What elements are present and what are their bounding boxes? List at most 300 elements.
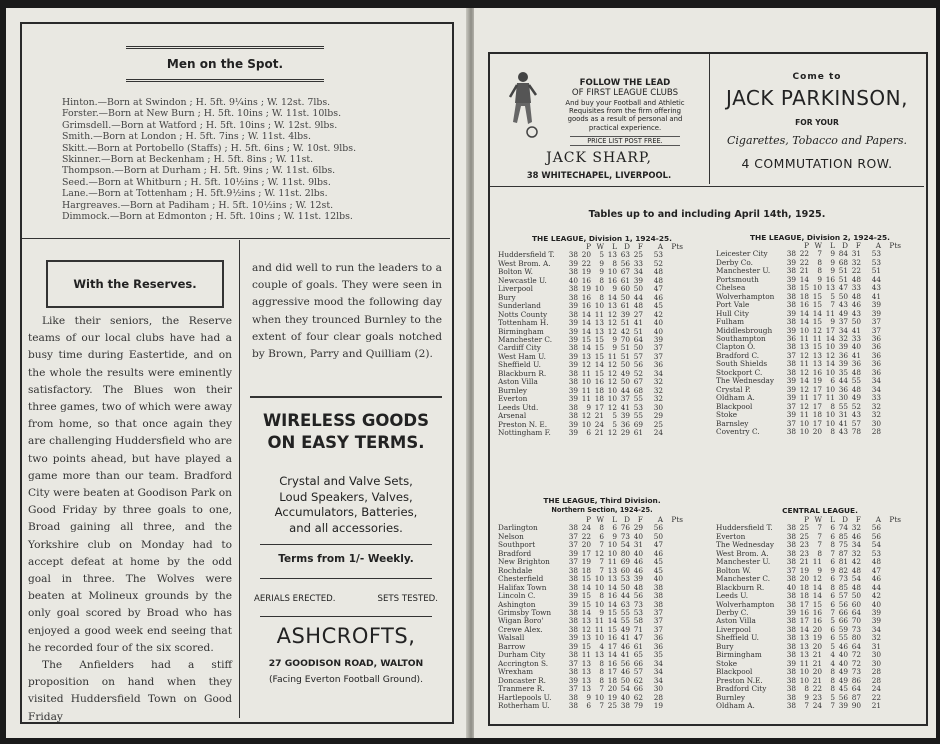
team-name: Port Vale bbox=[716, 301, 750, 310]
team-name: Derby C. bbox=[716, 608, 749, 617]
stat-cell: 10 bbox=[825, 367, 835, 377]
team-name: Crystal P. bbox=[716, 385, 751, 394]
stat-cell: 7 bbox=[599, 540, 604, 550]
stat-cell: 15 bbox=[581, 591, 591, 601]
stat-cell: 19 bbox=[812, 376, 822, 386]
stat-cell: 25 bbox=[653, 419, 663, 429]
column-header: Pts bbox=[671, 515, 683, 524]
stat-cell: 10 bbox=[607, 267, 617, 277]
stat-cell: 39 bbox=[786, 308, 796, 318]
stat-cell: 39 bbox=[871, 607, 881, 617]
stat-cell: 34 bbox=[653, 368, 663, 378]
player-entry: Forster.—Born at New Burn ; H. 5ft. 10ins ; W. 11st. 10lbs. bbox=[62, 108, 342, 120]
team-name: Blackpool bbox=[716, 402, 753, 411]
stat-cell: 9 bbox=[817, 274, 822, 284]
stat-cell: 66 bbox=[633, 658, 643, 668]
stat-cell: 90 bbox=[851, 700, 861, 710]
stat-cell: 12 bbox=[607, 377, 617, 387]
reserves-title: With the Reserves. bbox=[73, 277, 197, 291]
reserves-article-continued bbox=[252, 260, 442, 363]
stat-cell: 50 bbox=[851, 591, 861, 601]
stat-cell: 37 bbox=[871, 325, 881, 335]
stat-cell: 40 bbox=[620, 692, 630, 702]
stat-cell: 10 bbox=[825, 410, 835, 420]
stat-cell: 53 bbox=[633, 607, 643, 617]
stat-cell: 16 bbox=[581, 275, 591, 285]
stat-cell: 39 bbox=[871, 616, 881, 626]
stat-cell: 34 bbox=[653, 658, 663, 668]
stat-cell: 10 bbox=[812, 283, 822, 293]
reserves-article bbox=[28, 313, 232, 726]
stat-cell: 14 bbox=[581, 318, 591, 328]
stat-cell: 45 bbox=[653, 301, 663, 311]
stat-cell: 56 bbox=[838, 692, 848, 702]
team-name: Preston N. E. bbox=[498, 420, 548, 429]
column-header: L bbox=[830, 241, 835, 250]
stat-cell: 19 bbox=[812, 633, 822, 643]
stat-cell: 34 bbox=[871, 624, 881, 634]
stat-cell: 41 bbox=[838, 418, 848, 428]
team-name: Bury bbox=[716, 642, 734, 651]
column-header: F bbox=[637, 242, 643, 251]
stat-cell: 14 bbox=[799, 317, 809, 327]
stat-cell: 41 bbox=[633, 318, 643, 328]
team-name: Wolverhampton bbox=[716, 600, 775, 609]
stat-cell: 34 bbox=[851, 540, 861, 550]
stat-cell: 36 bbox=[871, 333, 881, 343]
stat-cell: 6 bbox=[830, 574, 835, 584]
stat-cell: 24 bbox=[594, 419, 604, 429]
stat-cell: 38 bbox=[786, 700, 796, 710]
stat-cell: 11 bbox=[581, 394, 591, 404]
team-name: Leeds U. bbox=[716, 592, 749, 601]
stat-cell: 19 bbox=[581, 267, 591, 277]
stat-cell: 9 bbox=[830, 565, 835, 575]
team-name: Grimsby Town bbox=[498, 608, 552, 617]
stat-cell: 8 bbox=[830, 675, 835, 685]
stat-cell: 17 bbox=[812, 384, 822, 394]
team-name: Everton bbox=[498, 395, 528, 404]
stat-cell: 11 bbox=[607, 351, 617, 361]
stat-cell: 80 bbox=[620, 548, 630, 558]
stat-cell: 9 bbox=[599, 258, 604, 268]
stat-cell: 9 bbox=[830, 249, 835, 259]
player-entry: Smith.—Born at London ; H. 5ft. 7ins ; W. 11st. 4lbs. bbox=[62, 131, 311, 143]
stat-cell: 15 bbox=[812, 599, 822, 609]
stat-cell: 13 bbox=[825, 283, 835, 293]
stat-cell: 8 bbox=[830, 426, 835, 436]
stat-cell: 64 bbox=[851, 607, 861, 617]
team-name: Bradford C. bbox=[716, 351, 760, 360]
table-row bbox=[716, 702, 901, 710]
team-name: Oldham A. bbox=[716, 394, 755, 403]
stat-cell: 22 bbox=[871, 692, 881, 702]
div3-title: THE LEAGUE, Third Division. bbox=[543, 496, 661, 505]
stat-cell: 38 bbox=[568, 411, 578, 421]
stat-cell: 18 bbox=[581, 565, 591, 575]
stat-cell: 46 bbox=[620, 667, 630, 677]
wireless-item: Loud Speakers, Valves, bbox=[279, 489, 413, 504]
stat-cell: 14 bbox=[607, 599, 617, 609]
stat-cell: 36 bbox=[653, 633, 663, 643]
stat-cell: 10 bbox=[607, 394, 617, 404]
wireless-title bbox=[250, 410, 442, 454]
stat-cell: 32 bbox=[871, 633, 881, 643]
sharp-line-2: OF FIRST LEAGUE CLUBS bbox=[571, 88, 679, 98]
stat-cell: 25 bbox=[633, 250, 643, 260]
stat-cell: 28 bbox=[653, 692, 663, 702]
stat-cell: 32 bbox=[851, 523, 861, 533]
stat-cell: 7 bbox=[830, 300, 835, 310]
stat-cell: 8 bbox=[599, 658, 604, 668]
stat-cell: 50 bbox=[620, 675, 630, 685]
stat-cell: 48 bbox=[633, 582, 643, 592]
stat-cell: 31 bbox=[871, 641, 881, 651]
stat-cell: 38 bbox=[568, 402, 578, 412]
stat-cell: 14 bbox=[799, 274, 809, 284]
stat-cell: 38 bbox=[568, 292, 578, 302]
stat-cell: 39 bbox=[653, 334, 663, 344]
team-name: Blackpool bbox=[716, 668, 753, 677]
team-name: Rochdale bbox=[498, 566, 533, 575]
stat-cell: 46 bbox=[838, 641, 848, 651]
stat-cell: 28 bbox=[871, 675, 881, 685]
stat-cell: 50 bbox=[633, 284, 643, 294]
stat-cell: 11 bbox=[594, 309, 604, 319]
div1-table bbox=[498, 243, 683, 437]
div2-table bbox=[716, 242, 901, 436]
column-header: W bbox=[814, 241, 822, 250]
stat-cell: 68 bbox=[633, 385, 643, 395]
team-name: Portsmouth bbox=[716, 275, 759, 284]
stat-cell: 18 bbox=[607, 675, 617, 685]
stat-cell: 10 bbox=[594, 633, 604, 643]
stat-cell: 19 bbox=[653, 700, 663, 710]
stat-cell: 40 bbox=[838, 658, 848, 668]
team-name: Stoke bbox=[716, 411, 738, 420]
stat-cell: 32 bbox=[653, 394, 663, 404]
table-row bbox=[498, 429, 683, 437]
stat-cell: 46 bbox=[653, 548, 663, 558]
stat-cell: 55 bbox=[851, 376, 861, 386]
wireless-divider-1 bbox=[260, 544, 432, 545]
stat-cell: 11 bbox=[799, 410, 809, 420]
stat-cell: 8 bbox=[817, 548, 822, 558]
stat-cell: 29 bbox=[633, 523, 643, 533]
stat-cell: 17 bbox=[607, 667, 617, 677]
stat-cell: 59 bbox=[838, 624, 848, 634]
stat-cell: 50 bbox=[620, 360, 630, 370]
stat-cell: 49 bbox=[838, 308, 848, 318]
team-name: Tottenham H. bbox=[498, 319, 549, 328]
stat-cell: 75 bbox=[838, 540, 848, 550]
stat-cell: 5 bbox=[612, 411, 617, 421]
wireless-ad bbox=[250, 396, 442, 710]
league-table bbox=[716, 242, 901, 436]
stat-cell: 37 bbox=[786, 565, 796, 575]
stat-cell: 15 bbox=[581, 641, 591, 651]
stat-cell: 6 bbox=[830, 523, 835, 533]
stat-cell: 11 bbox=[799, 658, 809, 668]
stat-cell: 38 bbox=[568, 607, 578, 617]
column-header: W bbox=[596, 515, 604, 524]
stat-cell: 39 bbox=[568, 258, 578, 268]
stat-cell: 55 bbox=[838, 633, 848, 643]
stat-cell: 57 bbox=[838, 591, 848, 601]
stat-cell: 18 bbox=[812, 410, 822, 420]
stat-cell: 13 bbox=[594, 318, 604, 328]
stat-cell: 71 bbox=[633, 624, 643, 634]
stat-cell: 22 bbox=[799, 257, 809, 267]
parkinson-name: JACK PARKINSON, bbox=[726, 86, 908, 110]
stat-cell: 10 bbox=[594, 599, 604, 609]
stat-cell: 39 bbox=[568, 427, 578, 437]
stat-cell: 38 bbox=[568, 250, 578, 260]
stat-cell: 55 bbox=[838, 401, 848, 411]
stat-cell: 52 bbox=[653, 258, 663, 268]
stat-cell: 6 bbox=[830, 633, 835, 643]
stat-cell: 37 bbox=[568, 684, 578, 694]
stat-cell: 40 bbox=[633, 548, 643, 558]
stat-cell: 39 bbox=[871, 300, 881, 310]
stat-cell: 39 bbox=[786, 257, 796, 267]
stat-cell: 11 bbox=[594, 624, 604, 634]
stat-cell: 4 bbox=[830, 658, 835, 668]
stat-cell: 20 bbox=[799, 574, 809, 584]
stat-cell: 12 bbox=[607, 368, 617, 378]
stat-cell: 64 bbox=[851, 641, 861, 651]
player-entry: Hinton.—Born at Swindon ; H. 5ft. 9¼ins ; W. 12st. 7lbs. bbox=[62, 97, 331, 108]
stat-cell: 17 bbox=[799, 616, 809, 626]
stat-cell: 10 bbox=[581, 419, 591, 429]
stat-cell: 39 bbox=[568, 419, 578, 429]
stat-cell: 29 bbox=[620, 427, 630, 437]
stat-cell: 39 bbox=[568, 599, 578, 609]
column-header: F bbox=[855, 241, 861, 250]
team-name: Blackburn R. bbox=[498, 369, 547, 378]
stat-cell: 15 bbox=[607, 624, 617, 634]
stat-cell: 14 bbox=[825, 359, 835, 369]
stat-cell: 30 bbox=[653, 684, 663, 694]
stat-cell: 38 bbox=[568, 700, 578, 710]
stat-cell: 34 bbox=[653, 667, 663, 677]
stat-cell: 14 bbox=[812, 308, 822, 318]
stat-cell: 10 bbox=[607, 548, 617, 558]
stat-cell: 37 bbox=[568, 540, 578, 550]
stat-cell: 17 bbox=[812, 418, 822, 428]
stat-cell: 56 bbox=[620, 658, 630, 668]
stat-cell: 39 bbox=[568, 326, 578, 336]
stat-cell: 10 bbox=[799, 667, 809, 677]
team-name: Nottingham F. bbox=[498, 428, 551, 437]
stat-cell: 11 bbox=[581, 368, 591, 378]
stat-cell: 41 bbox=[871, 291, 881, 301]
stat-cell: 10 bbox=[825, 384, 835, 394]
stat-cell: 6 bbox=[830, 624, 835, 634]
column-header: L bbox=[612, 242, 617, 251]
stat-cell: 52 bbox=[851, 401, 861, 411]
stat-cell: 9 bbox=[586, 692, 591, 702]
stat-cell: 7 bbox=[817, 523, 822, 533]
stat-cell: 76 bbox=[620, 523, 630, 533]
stat-cell: 37 bbox=[786, 418, 796, 428]
wireless-divider-2 bbox=[260, 578, 432, 579]
stat-cell: 13 bbox=[607, 301, 617, 311]
stat-cell: 40 bbox=[653, 574, 663, 584]
stat-cell: 11 bbox=[799, 333, 809, 343]
team-name: Durham City bbox=[498, 651, 546, 660]
stat-cell: 58 bbox=[633, 616, 643, 626]
team-name: Accrington S. bbox=[498, 659, 549, 668]
team-name: Crewe Alex. bbox=[498, 625, 543, 634]
header-spacer bbox=[498, 516, 564, 524]
stat-cell: 32 bbox=[838, 333, 848, 343]
stat-cell: 7 bbox=[817, 531, 822, 541]
right-page bbox=[474, 8, 936, 738]
stat-cell: 51 bbox=[633, 326, 643, 336]
stat-cell: 32 bbox=[653, 385, 663, 395]
sharp-line-4: Requisites from the firm offering bbox=[569, 107, 681, 116]
stat-cell: 31 bbox=[851, 249, 861, 259]
jack-parkinson-ad bbox=[712, 54, 922, 184]
stat-cell: 35 bbox=[653, 650, 663, 660]
stat-cell: 14 bbox=[812, 582, 822, 592]
stat-cell: 10 bbox=[825, 418, 835, 428]
stat-cell: 11 bbox=[594, 616, 604, 626]
stat-cell: 65 bbox=[633, 650, 643, 660]
stat-cell: 17 bbox=[799, 599, 809, 609]
stat-cell: 57 bbox=[633, 667, 643, 677]
wireless-item: Crystal and Valve Sets, bbox=[279, 474, 413, 488]
stat-cell: 21 bbox=[594, 411, 604, 421]
stat-cell: 70 bbox=[620, 334, 630, 344]
league-table bbox=[498, 243, 683, 437]
stat-cell: 9 bbox=[599, 267, 604, 277]
stat-cell: 38 bbox=[786, 531, 796, 541]
stat-cell: 30 bbox=[653, 402, 663, 412]
stat-cell: 16 bbox=[812, 607, 822, 617]
stat-cell: 8 bbox=[817, 266, 822, 276]
player-entry: Grimsdell.—Born at Watford ; H. 5ft. 10ins ; W. 12st. 9lbs. bbox=[62, 119, 338, 131]
stat-cell: 42 bbox=[871, 591, 881, 601]
stat-cell: 47 bbox=[653, 540, 663, 550]
stat-cell: 85 bbox=[838, 582, 848, 592]
ashcrofts-name: ASHCROFTS, bbox=[276, 624, 416, 648]
stat-cell: 7 bbox=[804, 700, 809, 710]
stat-cell: 20 bbox=[812, 426, 822, 436]
stat-cell: 64 bbox=[851, 684, 861, 694]
stat-cell: 66 bbox=[838, 616, 848, 626]
stat-cell: 13 bbox=[581, 658, 591, 668]
stat-cell: 10 bbox=[799, 675, 809, 685]
column-header: A bbox=[875, 241, 881, 250]
stat-cell: 19 bbox=[581, 557, 591, 567]
stat-cell: 38 bbox=[568, 565, 578, 575]
stat-cell: 15 bbox=[581, 574, 591, 584]
stat-cell: 41 bbox=[620, 402, 630, 412]
stat-cell: 17 bbox=[812, 393, 822, 403]
parkinson-address: 4 COMMUTATION ROW. bbox=[741, 156, 893, 171]
team-name: Burnley bbox=[498, 386, 528, 395]
jack-sharp-ad bbox=[490, 54, 708, 184]
stat-cell: 40 bbox=[633, 531, 643, 541]
stat-cell: 5 bbox=[830, 692, 835, 702]
column-header: L bbox=[612, 515, 617, 524]
stat-cell: 8 bbox=[830, 667, 835, 677]
stat-cell: 33 bbox=[633, 258, 643, 268]
stat-cell: 51 bbox=[620, 351, 630, 361]
stat-cell: 38 bbox=[786, 667, 796, 677]
stat-cell: 57 bbox=[633, 351, 643, 361]
stat-cell: 38 bbox=[786, 359, 796, 369]
team-name: Liverpool bbox=[716, 625, 751, 634]
stat-cell: 42 bbox=[851, 557, 861, 567]
sharp-headline bbox=[546, 78, 704, 98]
stat-cell: 12 bbox=[581, 411, 591, 421]
stat-cell: 11 bbox=[799, 393, 809, 403]
stat-cell: 29 bbox=[653, 411, 663, 421]
team-name: Wolverhampton bbox=[716, 292, 775, 301]
sharp-address: 38 WHITECHAPEL, LIVERPOOL. bbox=[526, 170, 672, 180]
stat-cell: 73 bbox=[851, 667, 861, 677]
stat-cell: 5 bbox=[830, 291, 835, 301]
stat-cell: 24 bbox=[871, 684, 881, 694]
stat-cell: 66 bbox=[633, 684, 643, 694]
stat-cell: 16 bbox=[607, 275, 617, 285]
stat-cell: 66 bbox=[838, 607, 848, 617]
stat-cell: 9 bbox=[612, 284, 617, 294]
stat-cell: 50 bbox=[633, 343, 643, 353]
stat-cell: 14 bbox=[581, 343, 591, 353]
stat-cell: 8 bbox=[830, 540, 835, 550]
column-header: P bbox=[586, 242, 591, 251]
player-entry: Skinner.—Born at Beckenham ; H. 5ft. 8ins ; W. 11st. bbox=[62, 154, 314, 166]
stat-cell: 38 bbox=[653, 591, 663, 601]
team-name: Ashington bbox=[498, 600, 536, 609]
stat-cell: 7 bbox=[830, 700, 835, 710]
team-name: West Brom. A. bbox=[716, 549, 769, 558]
team-name: Liverpool bbox=[498, 285, 533, 294]
team-name: Birmingham bbox=[716, 651, 762, 660]
stat-cell: 46 bbox=[633, 565, 643, 575]
stat-cell: 19 bbox=[799, 565, 809, 575]
team-name: South Shields bbox=[716, 360, 768, 369]
team-name: Lincoln C. bbox=[498, 592, 536, 601]
stat-cell: 39 bbox=[568, 641, 578, 651]
stat-cell: 17 bbox=[594, 402, 604, 412]
stat-cell: 38 bbox=[568, 523, 578, 533]
column-header: P bbox=[586, 515, 591, 524]
tables-title: Tables up to and including April 14th, 1925. bbox=[588, 209, 826, 220]
stat-cell: 32 bbox=[871, 401, 881, 411]
stat-cell: 39 bbox=[786, 384, 796, 394]
stat-cell: 13 bbox=[581, 616, 591, 626]
stat-cell: 49 bbox=[620, 368, 630, 378]
stat-cell: 27 bbox=[633, 309, 643, 319]
stat-cell: 36 bbox=[871, 367, 881, 377]
left-page bbox=[6, 8, 468, 738]
stat-cell: 38 bbox=[568, 692, 578, 702]
stat-cell: 84 bbox=[838, 249, 848, 259]
stat-cell: 7 bbox=[830, 548, 835, 558]
stat-cell: 17 bbox=[607, 641, 617, 651]
stat-cell: 50 bbox=[620, 582, 630, 592]
team-name: Sunderland bbox=[498, 302, 541, 311]
stat-cell: 69 bbox=[633, 419, 643, 429]
stat-cell: 38 bbox=[786, 523, 796, 533]
stat-cell: 39 bbox=[568, 548, 578, 558]
team-name: Derby Co. bbox=[716, 258, 753, 267]
